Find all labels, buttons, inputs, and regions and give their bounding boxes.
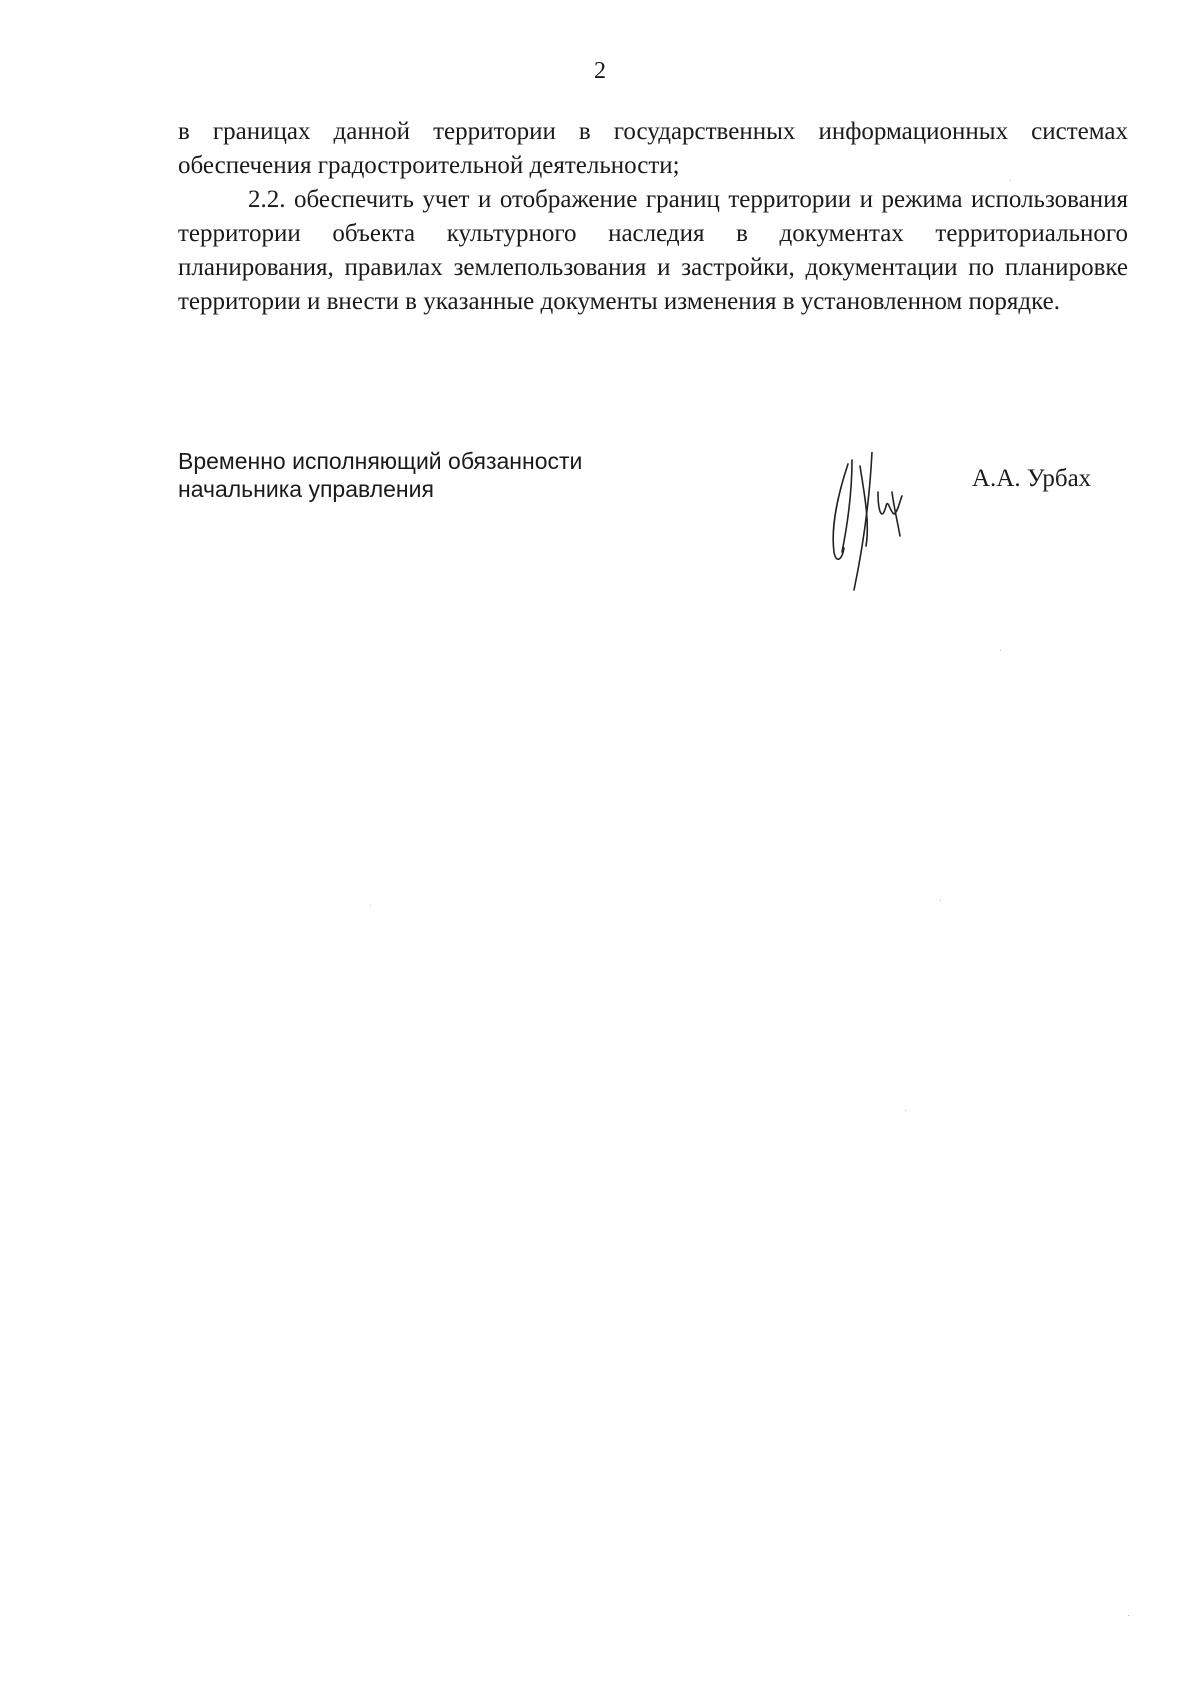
- scan-speck: [1010, 180, 1011, 181]
- scan-speck: [905, 1110, 906, 1111]
- scan-speck: [1128, 1615, 1129, 1616]
- paragraph-continuation: в границах данной территории в государственных информационных системах обеспечения градостроительной деятельности;: [178, 118, 1128, 179]
- document-body: [178, 115, 1128, 319]
- signer-position-line-1: Временно исполняющий обязанности: [178, 448, 583, 474]
- scan-speck: [940, 900, 941, 901]
- scan-speck: [370, 905, 371, 906]
- signer-name: А.А. Урбах: [972, 465, 1092, 492]
- paragraph-item-2-2: 2.2. обеспечить учет и отображение границ территории и режима использования территории объекта культурного наследия в документах территориального планирования, правилах землепользования и застройки, документации по планировке территории и внести в указанные документы изменения в установленном порядке.: [178, 186, 1128, 315]
- page-number: 2: [594, 58, 606, 84]
- signer-position: [178, 447, 698, 503]
- handwritten-signature-icon: [812, 452, 922, 592]
- scan-speck: [1000, 650, 1001, 651]
- signer-position-line-2: начальника управления: [178, 476, 434, 502]
